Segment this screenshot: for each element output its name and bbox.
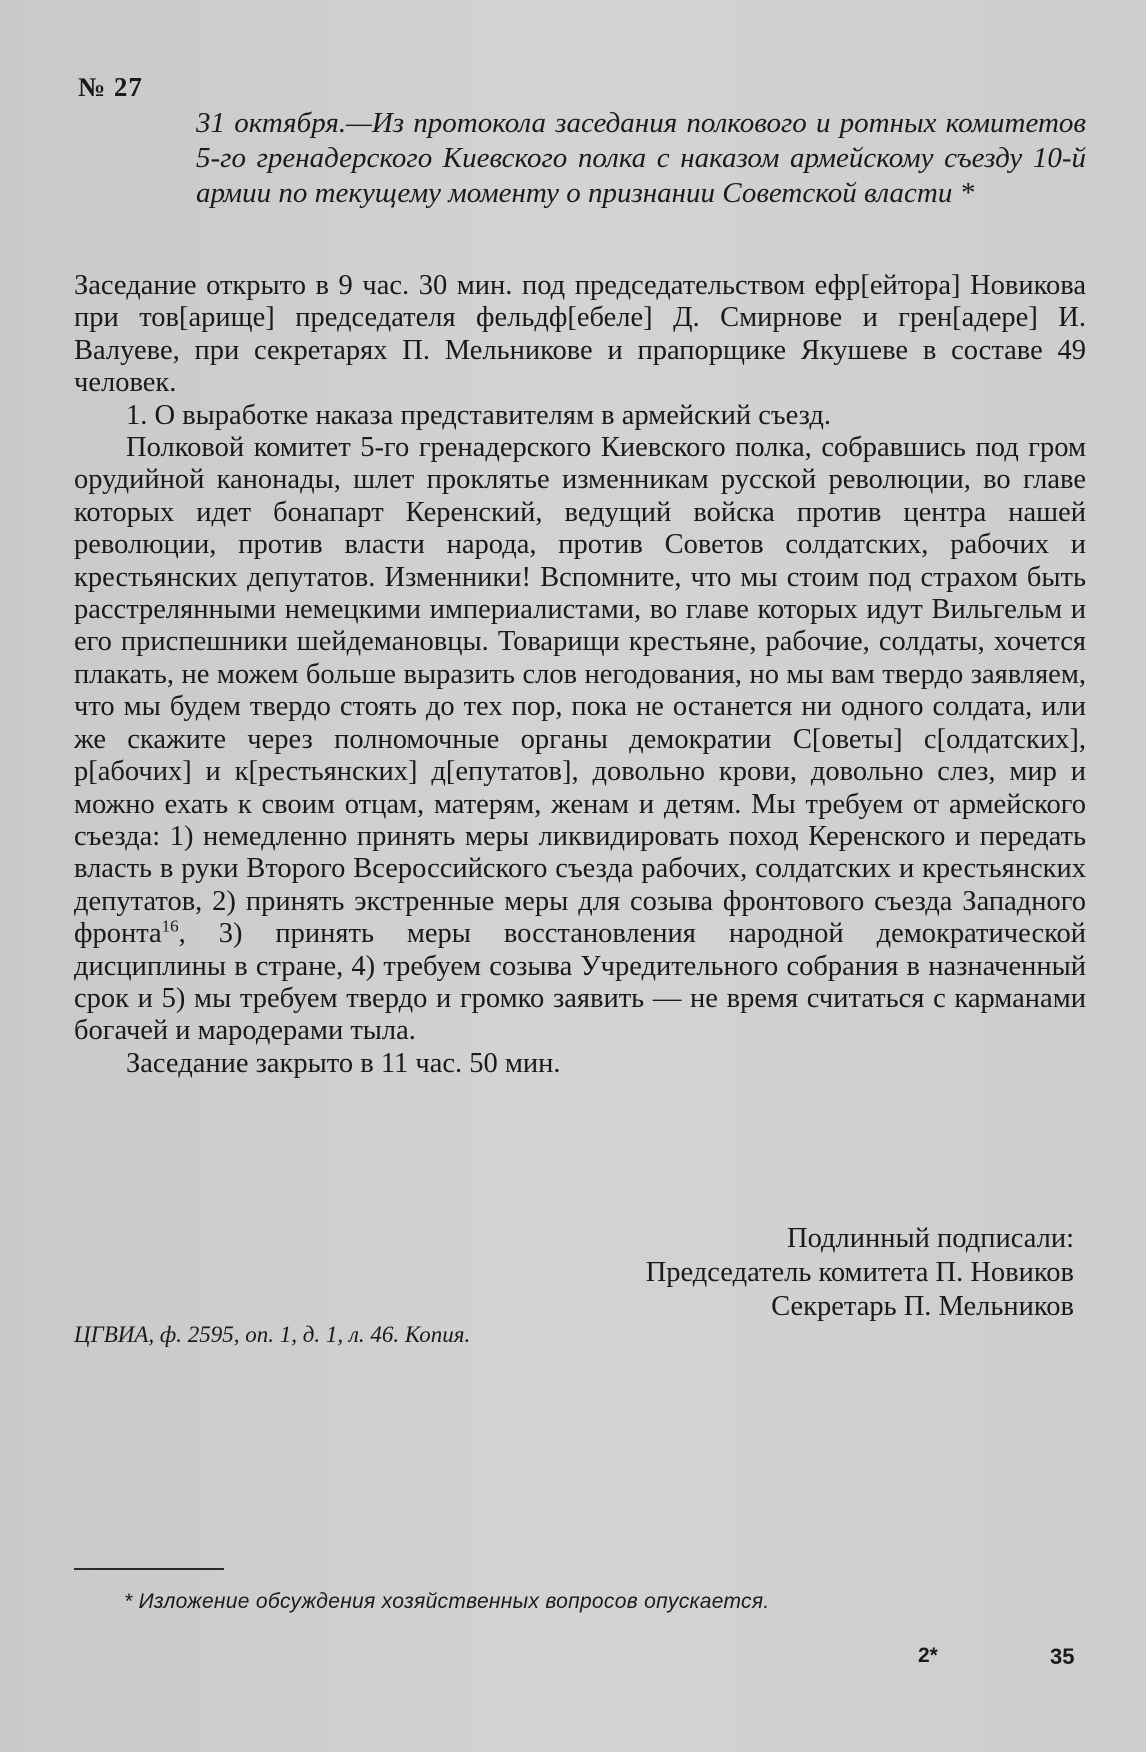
archive-source: ЦГВИА, ф. 2595, оп. 1, д. 1, л. 46. Копия.: [74, 1322, 471, 1347]
page-number: 35: [1050, 1644, 1075, 1669]
resolution-text-part-1: Полковой комитет 5-го гренадерского Киевского полка, собравшись под гром орудийной канонады, шлет проклятье изменникам русской революции, во главе которых идет бонапарт Керенский, ведущий войска против центра нашей революции, против власти народа, против Советов солдатских, рабочих и крестьянских депутатов. Изменники! Вспомните, что мы стоим под страхом быть расстрелянными немецкими империалистами, во главе которых идут Вильгельм и его приспешники шейдемановцы. Товарищи крестьяне, рабочие, солдаты, хочется плакать, не можем больше выразить слов негодования, но мы вам твердо заявляем, что мы будем твердо стоять до тех пор, пока не останется ни одного солдата, или же скажите через полномочные органы демократии С[оветы] с[олдатских], р[абочих] и к[рестьянских] д[епутатов], довольно крови, довольно слез, мир и можно ехать к своим отцам, матерям, женам и детям. Мы требуем от армейского съезда: 1) немедленно принять меры ликвидировать поход Керенского и передать власть в руки Второго Всероссийского съезда рабочих, солдатских и крестьянских депутатов, 2) принять экстренные меры для созыва фронтового съезда Западного фронта: [74, 432, 1086, 950]
footnote: * Изложение обсуждения хозяйственных вопросов опускается.: [124, 1590, 770, 1613]
signature-block: [374, 1222, 1074, 1324]
footnote-divider: [74, 1568, 224, 1570]
paragraph-agenda-item: 1. О выработке наказа представителям в армейский съезд.: [126, 399, 831, 431]
document-heading: 31 октября.—Из протокола заседания полкового и ротных комитетов 5-го гренадерского Киевского полка с наказом армейскому съезду 10-й армии по текущему моменту о признании Советской власти *: [196, 107, 1086, 209]
signature-line-chairman: Председатель комитета П. Новиков: [645, 1257, 1074, 1288]
paragraph-opening: Заседание открыто в 9 час. 30 мин. под председательством ефр[ейтора] Новикова при тов[арище] председателя фельдф[ебеле] Д. Смирнове и грен[адере] И. Валуеве, при секретарях П. Мельникове и прапорщике Якушеве в составе 49 человек.: [74, 270, 1086, 399]
paragraph-closing: Заседание закрыто в 11 час. 50 мин.: [126, 1047, 561, 1079]
signature-line-secretary: Секретарь П. Мельников: [771, 1291, 1074, 1322]
document-body: [74, 270, 1086, 1080]
document-number: № 27: [78, 72, 143, 102]
paragraph-resolution: [74, 432, 1086, 1048]
printer-signature-mark: 2*: [918, 1644, 938, 1667]
signature-line-intro: Подлинный подписали:: [787, 1223, 1074, 1254]
footnote-reference-16: 16: [161, 916, 179, 936]
resolution-text-part-2: , 3) принять меры восстановления народной демократической дисциплины в стране, 4) требуем созыва Учредительного собрания в назначенный срок и 5) мы требуем твердо и громко заявить — не время считаться с карманами богачей и мародерами тыла.: [74, 918, 1086, 1047]
